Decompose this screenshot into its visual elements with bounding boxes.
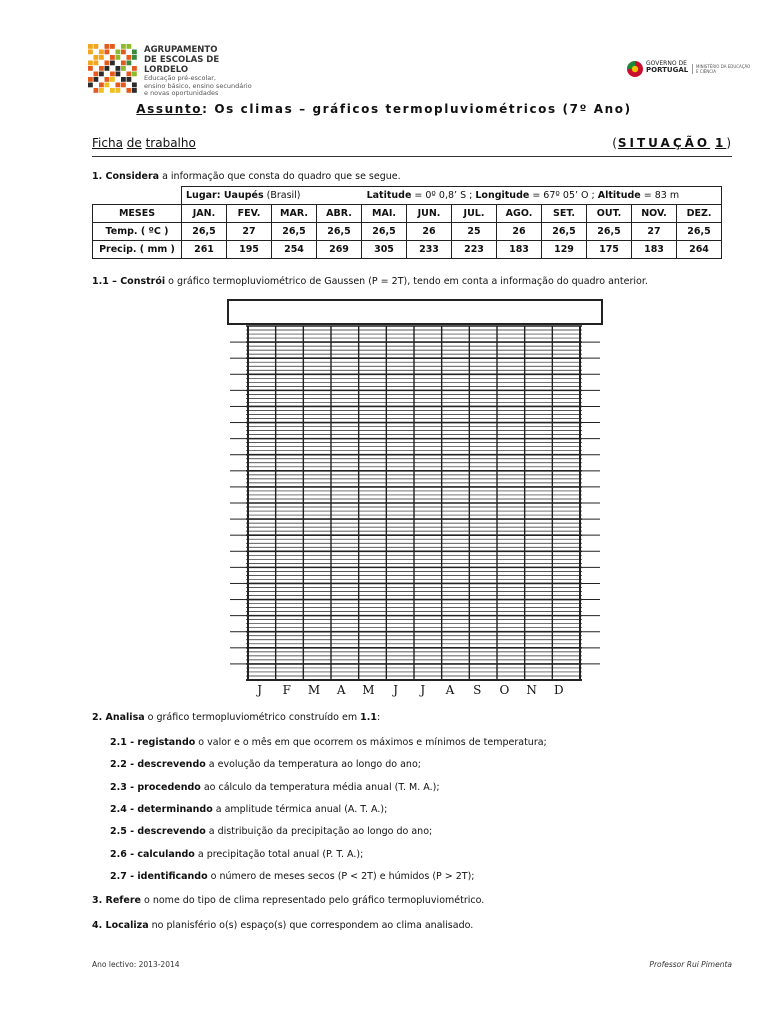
logo-tile xyxy=(121,50,126,55)
month-letter: J xyxy=(420,683,426,697)
place-info-cell xyxy=(182,187,722,205)
logo-tile xyxy=(132,72,137,77)
month-letter: D xyxy=(553,683,564,697)
blank-climograph-grid xyxy=(226,298,606,702)
government-logo-text xyxy=(646,60,688,74)
month-letter: S xyxy=(473,683,482,697)
logo-tile xyxy=(105,44,110,49)
temp-cell: 26,5 xyxy=(677,223,722,241)
logo-tile xyxy=(99,50,104,55)
school-name-line: LORDELO xyxy=(144,65,189,75)
school-name-line: AGRUPAMENTO xyxy=(144,45,218,55)
question-text: : xyxy=(376,712,381,723)
situation-number: 1 xyxy=(714,136,727,150)
precip-cell: 261 xyxy=(182,241,227,259)
month-letter: A xyxy=(445,683,455,697)
logo-tile xyxy=(127,72,132,77)
logo-tile xyxy=(110,55,115,60)
logo-tile xyxy=(105,77,110,82)
question-text: a informação que consta do quadro que se segue. xyxy=(159,171,401,182)
subitem-number: 2.2 - descrevendo xyxy=(110,759,206,771)
month-letter: M xyxy=(362,683,375,697)
logo-tile xyxy=(121,66,126,71)
logo-tile xyxy=(121,44,126,49)
logo-tile xyxy=(94,61,99,66)
worksheet-title-word: Ficha xyxy=(92,136,123,150)
temp-cell: 26,5 xyxy=(317,223,362,241)
precip-cell: 223 xyxy=(452,241,497,259)
months-cell: AGO. xyxy=(497,205,542,223)
question-ref: 1.1 xyxy=(360,712,377,723)
logo-tile xyxy=(88,83,93,88)
months-cell: NOV. xyxy=(632,205,677,223)
question-number: 1.1 – Constrói xyxy=(92,276,166,287)
subject-text: : Os climas – gráficos termopluviométricos (7º Ano) xyxy=(202,102,632,116)
logo-tile xyxy=(88,61,93,66)
precip-cell: 175 xyxy=(587,241,632,259)
latitude-value: = 0º 0,8’ S ; xyxy=(411,190,476,201)
situation-paren: ( xyxy=(612,136,618,150)
subitem-text: o valor e o mês em que ocorrem os máximos e mínimos de temperatura; xyxy=(195,737,547,748)
school-desc-line: Educação pré-escolar, xyxy=(144,74,216,82)
logo-tile xyxy=(127,88,132,93)
question-subitem xyxy=(110,849,363,861)
logo-tile xyxy=(99,72,104,77)
subitem-text: ao cálculo da temperatura média anual (T. M. A.); xyxy=(200,781,440,793)
subitem-number: 2.3 - procedendo xyxy=(110,781,201,793)
longitude-label: Longitude xyxy=(475,190,530,201)
months-cell: DEZ. xyxy=(677,205,722,223)
gov-line: PORTUGAL xyxy=(646,66,689,74)
months-cell: ABR. xyxy=(317,205,362,223)
temp-cell: 27 xyxy=(632,223,677,241)
precip-cell: 233 xyxy=(407,241,452,259)
months-cell: MAR. xyxy=(272,205,317,223)
precip-cell: 183 xyxy=(632,241,677,259)
logo-tile xyxy=(116,88,121,93)
question-number: 3. Refere xyxy=(92,895,141,906)
logo-tile xyxy=(105,50,110,55)
temp-cell: 27 xyxy=(227,223,272,241)
logo-tile xyxy=(116,66,121,71)
logo-tile xyxy=(99,66,104,71)
logo-tile xyxy=(88,44,93,49)
logo-tile xyxy=(105,61,110,66)
portugal-emblem-icon xyxy=(626,60,644,78)
months-cell: MAI. xyxy=(362,205,407,223)
situation-paren: ) xyxy=(726,136,732,150)
logo-tile xyxy=(132,55,137,60)
question-text: o nome do tipo de clima representado pelo gráfico termopluviométrico. xyxy=(141,895,485,906)
question-subitem xyxy=(110,782,440,794)
graph-month-axis xyxy=(246,683,586,697)
logo-tile xyxy=(116,50,121,55)
logo-tile xyxy=(99,55,104,60)
logo-tile xyxy=(121,77,126,82)
precip-cell: 195 xyxy=(227,241,272,259)
subitem-text: a evolução da temperatura ao longo do ano; xyxy=(205,759,421,771)
table-row-months xyxy=(93,205,722,223)
precip-cell: 264 xyxy=(677,241,722,259)
question-1-1 xyxy=(92,276,648,288)
logo-tile xyxy=(94,44,99,49)
ministry-text xyxy=(692,64,750,74)
precip-cell: 254 xyxy=(272,241,317,259)
logo-tile xyxy=(116,72,121,77)
precip-cell: 129 xyxy=(542,241,587,259)
months-cell: FEV. xyxy=(227,205,272,223)
months-cell: JUN. xyxy=(407,205,452,223)
logo-tile xyxy=(132,50,137,55)
logo-tile xyxy=(127,77,132,82)
logo-tile xyxy=(116,83,121,88)
logo-tile xyxy=(132,83,137,88)
logo-tile xyxy=(88,50,93,55)
logo-tile xyxy=(110,72,115,77)
logo-tile xyxy=(132,88,137,93)
temp-cell: 26 xyxy=(407,223,452,241)
subitem-number: 2.5 - descrevendo xyxy=(110,826,206,838)
subitem-number: 2.6 - calculando xyxy=(110,848,195,860)
table-row-precipitation xyxy=(93,241,722,259)
month-letter: J xyxy=(393,683,398,697)
logo-tile xyxy=(110,77,115,82)
question-3 xyxy=(92,895,484,907)
subitem-text: a distribuição da precipitação ao longo do ano; xyxy=(205,826,433,838)
question-text: no planisfério o(s) espaço(s) que correspondem ao clima analisado. xyxy=(148,920,474,931)
row-label: MESES xyxy=(93,205,182,223)
row-label: Precip. ( mm ) xyxy=(93,241,182,259)
logo-tile xyxy=(94,88,99,93)
question-2 xyxy=(92,712,380,724)
question-text: o gráfico termopluviométrico construído em xyxy=(144,712,361,723)
worksheet-title-word: trabalho xyxy=(145,136,196,150)
months-cell: OUT. xyxy=(587,205,632,223)
month-letter: M xyxy=(307,683,321,697)
question-1 xyxy=(92,171,401,183)
logo-tile xyxy=(127,55,132,60)
temp-cell: 26,5 xyxy=(272,223,317,241)
altitude-value: = 83 m xyxy=(640,190,680,201)
logo-tile xyxy=(105,66,110,71)
logo-tile xyxy=(132,66,137,71)
precip-cell: 269 xyxy=(317,241,362,259)
logo-tile xyxy=(94,55,99,60)
temp-cell: 26,5 xyxy=(182,223,227,241)
logo-tile xyxy=(94,72,99,77)
question-number: 4. Localiza xyxy=(92,920,149,931)
temp-cell: 26 xyxy=(497,223,542,241)
altitude-label: Altitude xyxy=(597,190,641,201)
subitem-number: 2.1 - registando xyxy=(110,737,196,748)
temp-cell: 26,5 xyxy=(362,223,407,241)
school-desc-line: ensino básico, ensino secundário xyxy=(144,81,252,90)
logo-tile xyxy=(110,61,115,66)
header-divider xyxy=(92,156,732,157)
footer-school-year: Ano lectivo: 2013-2014 xyxy=(92,960,180,969)
row-label: Temp. ( ºC ) xyxy=(93,223,182,241)
gov-line: GOVERNO DE xyxy=(646,60,687,67)
temp-cell: 26,5 xyxy=(587,223,632,241)
subitem-number: 2.4 - determinando xyxy=(110,803,213,815)
situation-label xyxy=(612,136,732,150)
logo-tile xyxy=(94,77,99,82)
question-number: 2. Analisa xyxy=(92,712,145,723)
question-subitem xyxy=(110,804,387,816)
logo-tile xyxy=(116,55,121,60)
month-letter: O xyxy=(499,683,510,697)
place-label: Lugar: Uaupés xyxy=(186,190,264,201)
question-subitem xyxy=(110,871,475,883)
logo-tile xyxy=(121,83,126,88)
logo-tile xyxy=(99,88,104,93)
subject-line xyxy=(0,102,768,116)
temp-cell: 25 xyxy=(452,223,497,241)
month-letter: A xyxy=(336,683,346,697)
question-subitem xyxy=(110,759,421,771)
graph-title-box xyxy=(228,300,602,324)
table-row-place xyxy=(93,187,722,205)
logo-tile xyxy=(99,83,104,88)
table-row-temperature xyxy=(93,223,722,241)
logo-tile xyxy=(127,61,132,66)
subject-label: Assunto xyxy=(136,102,203,116)
worksheet-title xyxy=(92,136,196,150)
month-letter: N xyxy=(526,683,537,697)
logo-tile xyxy=(88,77,93,82)
logo-tile xyxy=(110,88,115,93)
question-subitem xyxy=(110,826,432,838)
question-4 xyxy=(92,920,473,932)
question-number: 1. Considera xyxy=(92,171,160,182)
subitem-text: a precipitação total anual (P. T. A.); xyxy=(194,848,364,860)
logo-tile xyxy=(88,66,93,71)
situation-word: SITUAÇÃO xyxy=(617,136,711,150)
worksheet-title-word: de xyxy=(126,136,142,150)
table-blank-cell xyxy=(93,187,182,205)
months-cell: SET. xyxy=(542,205,587,223)
months-cell: JAN. xyxy=(182,205,227,223)
precip-cell: 305 xyxy=(362,241,407,259)
logo-tile xyxy=(121,61,126,66)
precip-cell: 183 xyxy=(497,241,542,259)
temp-cell: 26,5 xyxy=(542,223,587,241)
month-letter: J xyxy=(257,683,262,697)
logo-tile xyxy=(127,44,132,49)
question-subitem xyxy=(110,737,547,749)
school-name xyxy=(144,45,252,98)
school-desc-line: e novas oportunidades xyxy=(144,89,219,97)
logo-tile xyxy=(105,83,110,88)
logo-tile xyxy=(110,44,115,49)
subitem-text: a amplitude térmica anual (A. T. A.); xyxy=(212,803,388,815)
question-text: o gráfico termopluviométrico de Gaussen (P = 2T), tendo em conta a informação do quadro anterior. xyxy=(165,276,648,287)
school-name-line: DE ESCOLAS DE xyxy=(144,55,220,65)
school-logo-icon xyxy=(88,44,138,94)
month-letter: F xyxy=(282,683,291,697)
ministry-line: E CIÊNCIA xyxy=(696,69,716,74)
footer-teacher: Professor Rui Pimenta xyxy=(649,960,732,969)
climate-data-table xyxy=(92,186,722,259)
place-country: (Brasil) xyxy=(263,190,301,201)
subitem-number: 2.7 - identificando xyxy=(110,870,208,882)
months-cell: JUL. xyxy=(452,205,497,223)
latitude-label: Latitude xyxy=(366,190,412,201)
longitude-value: = 67º 05’ O ; xyxy=(529,190,598,201)
subitem-text: o número de meses secos (P < 2T) e húmidos (P > 2T); xyxy=(207,870,475,882)
ministry-line: MINISTÉRIO DA EDUCAÇÃO xyxy=(696,64,751,69)
